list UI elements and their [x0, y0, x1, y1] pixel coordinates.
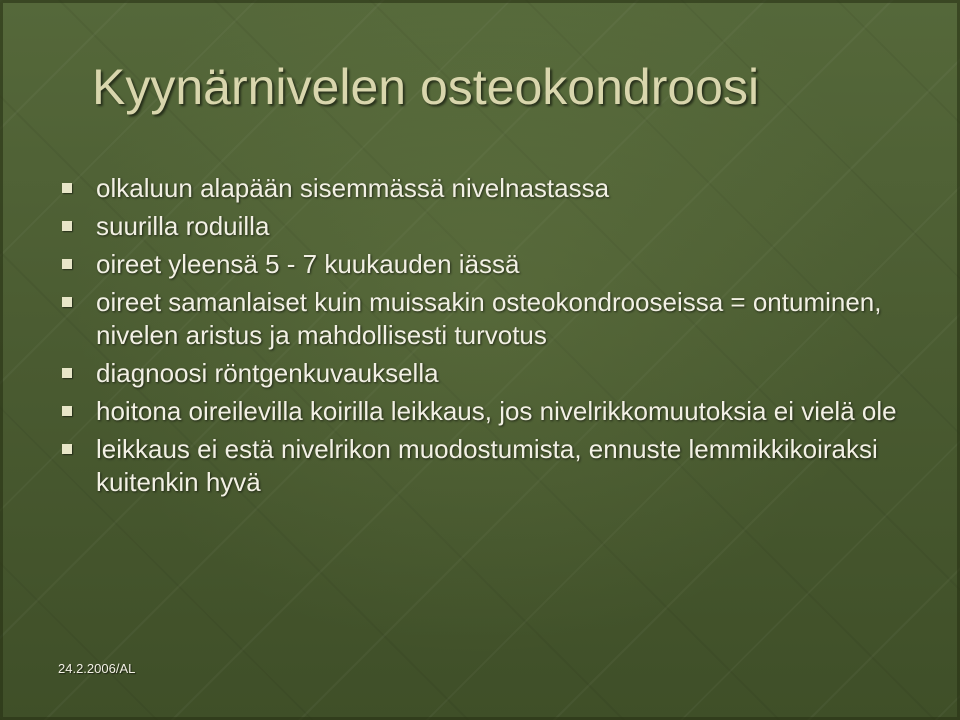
bullet-list: [60, 172, 920, 504]
list-item-text: suurilla roduilla: [96, 211, 270, 241]
list-item: [60, 433, 920, 499]
square-bullet-icon: [62, 444, 72, 454]
list-item: [60, 357, 920, 390]
square-bullet-icon: [62, 221, 72, 231]
list-item: [60, 248, 920, 281]
list-item-text: olkaluun alapään sisemmässä nivelnastassa: [96, 173, 610, 203]
list-item-text: oireet samanlaiset kuin muissakin osteokondrooseissa = ontuminen, nivelen aristus ja mahdollisesti turvotus: [96, 287, 882, 350]
list-item-text: hoitona oireilevilla koirilla leikkaus, jos nivelrikkomuutoksia ei vielä ole: [96, 396, 897, 426]
footer-date: 24.2.2006/AL: [58, 661, 136, 676]
list-item: [60, 395, 920, 428]
list-item: [60, 286, 920, 352]
square-bullet-icon: [62, 259, 72, 269]
list-item: [60, 210, 920, 243]
square-bullet-icon: [62, 406, 72, 416]
list-item-text: oireet yleensä 5 - 7 kuukauden iässä: [96, 249, 520, 279]
list-item: [60, 172, 920, 205]
square-bullet-icon: [62, 183, 72, 193]
square-bullet-icon: [62, 368, 72, 378]
square-bullet-icon: [62, 297, 72, 307]
list-item-text: leikkaus ei estä nivelrikon muodostumista, ennuste lemmikkikoiraksi kuitenkin hyvä: [96, 434, 878, 497]
slide-title: Kyynärnivelen osteokondroosi: [92, 59, 760, 115]
list-item-text: diagnoosi röntgenkuvauksella: [96, 358, 439, 388]
